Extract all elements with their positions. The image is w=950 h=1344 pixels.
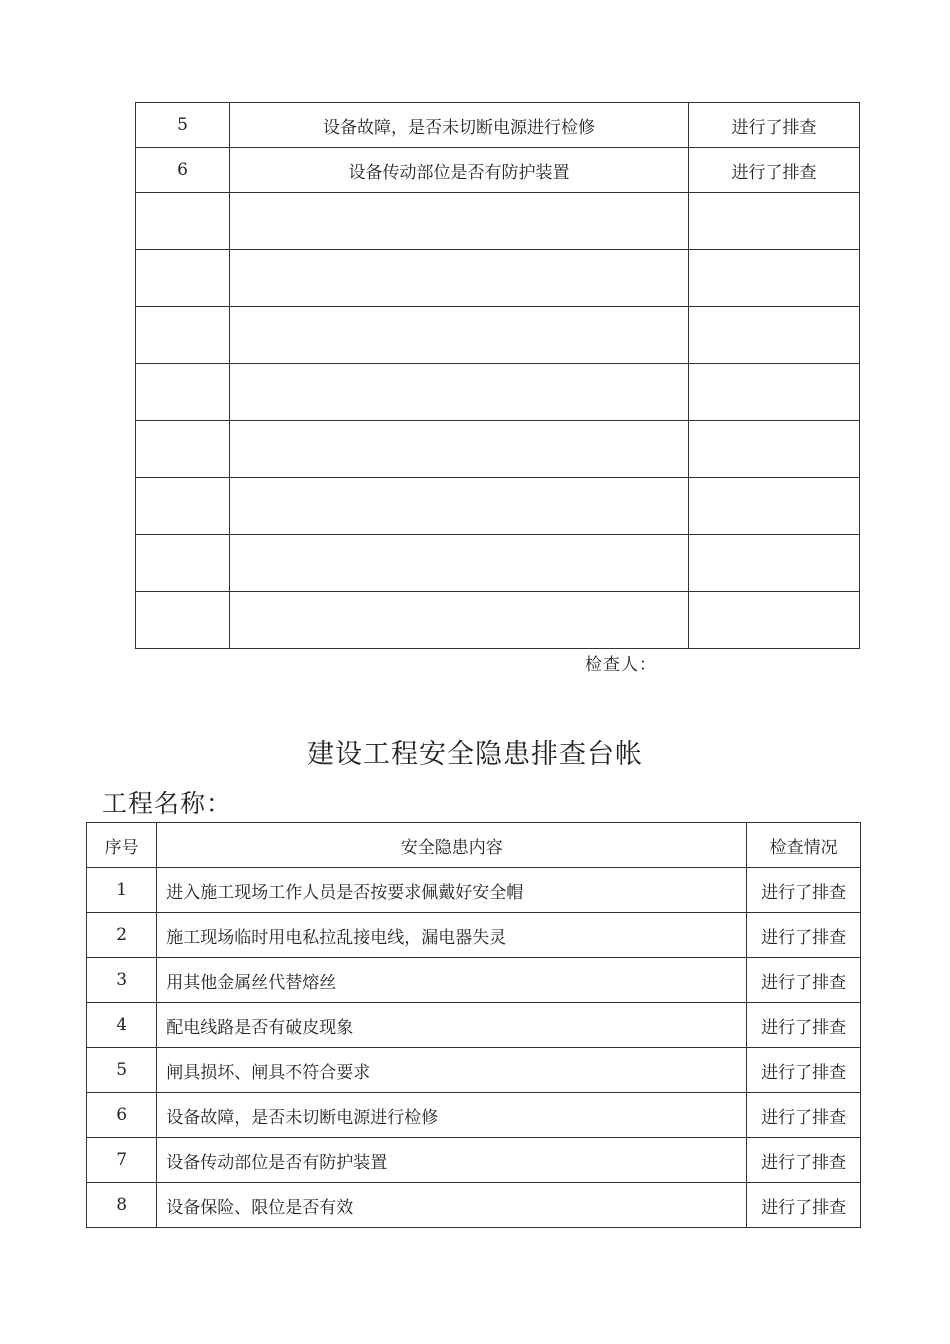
check-status: 进行了排查 (747, 1138, 861, 1183)
hazard-item (230, 592, 689, 649)
row-number (136, 193, 230, 250)
table-row (136, 103, 860, 148)
inspector-label: 检查人： (585, 655, 657, 675)
row-number: 7 (87, 1138, 157, 1183)
check-status (689, 364, 860, 421)
table-row (87, 913, 861, 958)
row-number: 4 (87, 1003, 157, 1048)
check-status (689, 478, 860, 535)
hazard-item (230, 193, 689, 250)
table-row (87, 868, 861, 913)
table-row (87, 1003, 861, 1048)
hazard-item (230, 250, 689, 307)
header-item: 安全隐患内容 (157, 823, 747, 868)
hazard-item: 设备故障，是否未切断电源进行检修 (230, 103, 689, 148)
hazard-item: 设备传动部位是否有防护装置 (230, 148, 689, 193)
table-header-row (87, 823, 861, 868)
check-status (689, 250, 860, 307)
hazard-item: 设备传动部位是否有防护装置 (157, 1138, 747, 1183)
header-number: 序号 (87, 823, 157, 868)
check-status (689, 193, 860, 250)
header-status: 检查情况 (747, 823, 861, 868)
table-row (87, 1093, 861, 1138)
row-number: 6 (136, 148, 230, 193)
check-status (689, 307, 860, 364)
table-row (87, 958, 861, 1003)
table-row (136, 307, 860, 364)
hazard-item: 设备故障，是否未切断电源进行检修 (157, 1093, 747, 1138)
row-number: 5 (136, 103, 230, 148)
check-status: 进行了排查 (689, 148, 860, 193)
hazard-item: 配电线路是否有破皮现象 (157, 1003, 747, 1048)
row-number (136, 307, 230, 364)
hazard-inspection-table (86, 822, 861, 1228)
check-status: 进行了排查 (747, 868, 861, 913)
row-number (136, 478, 230, 535)
check-status: 进行了排查 (747, 958, 861, 1003)
table-row (136, 364, 860, 421)
hazard-item (230, 307, 689, 364)
continued-inspection-table (135, 102, 860, 649)
check-status: 进行了排查 (747, 913, 861, 958)
row-number (136, 421, 230, 478)
table-row (136, 592, 860, 649)
hazard-item: 闸具损坏、闸具不符合要求 (157, 1048, 747, 1093)
table-row (87, 1183, 861, 1228)
row-number (136, 592, 230, 649)
hazard-item (230, 478, 689, 535)
row-number (136, 364, 230, 421)
check-status (689, 421, 860, 478)
row-number (136, 250, 230, 307)
page-title: 建设工程安全隐患排查台帐 (307, 739, 643, 770)
hazard-item: 设备保险、限位是否有效 (157, 1183, 747, 1228)
row-number: 1 (87, 868, 157, 913)
table-row (136, 478, 860, 535)
hazard-item (230, 535, 689, 592)
check-status (689, 535, 860, 592)
hazard-item (230, 364, 689, 421)
hazard-item (230, 421, 689, 478)
row-number (136, 535, 230, 592)
check-status: 进行了排查 (747, 1048, 861, 1093)
row-number: 2 (87, 913, 157, 958)
table-row (87, 1138, 861, 1183)
check-status: 进行了排查 (747, 1093, 861, 1138)
table-row (136, 535, 860, 592)
check-status (689, 592, 860, 649)
row-number: 8 (87, 1183, 157, 1228)
table-row (87, 1048, 861, 1093)
row-number: 3 (87, 958, 157, 1003)
row-number: 6 (87, 1093, 157, 1138)
check-status: 进行了排查 (747, 1183, 861, 1228)
hazard-item: 用其他金属丝代替熔丝 (157, 958, 747, 1003)
hazard-item: 进入施工现场工作人员是否按要求佩戴好安全帽 (157, 868, 747, 913)
table-row (136, 193, 860, 250)
project-name-label: 工程名称： (102, 789, 233, 818)
row-number: 5 (87, 1048, 157, 1093)
check-status: 进行了排查 (689, 103, 860, 148)
hazard-item: 施工现场临时用电私拉乱接电线，漏电器失灵 (157, 913, 747, 958)
table-row (136, 148, 860, 193)
table-row (136, 250, 860, 307)
table-row (136, 421, 860, 478)
check-status: 进行了排查 (747, 1003, 861, 1048)
